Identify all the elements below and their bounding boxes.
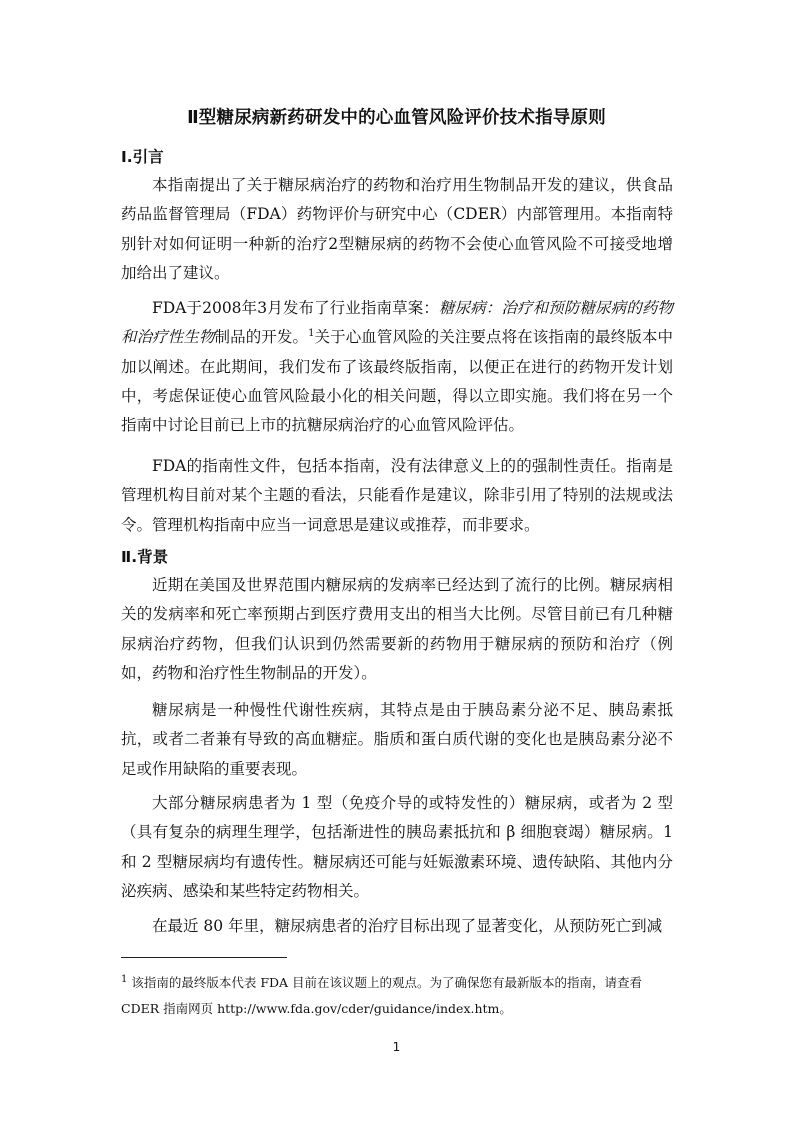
footnote-reference: 1	[308, 328, 315, 340]
paragraph-2-lead: FDA于2008年3月发布了行业指南草案：	[152, 299, 439, 317]
document-title: Ⅱ型糖尿病新药研发中的心血管风险评价技术指导原则	[187, 108, 606, 128]
footnote-divider	[121, 957, 287, 958]
footnote-mark: 1	[121, 973, 128, 985]
paragraph-3: FDA的指南性文件，包括本指南，没有法律意义上的的强制性责任。指南是管理机构目前对某个主题的看法，只能看作是建议，除非引用了特别的法规或法令。管理机构指南中应当一词意思是建议或推荐，而非要求。	[121, 457, 673, 534]
paragraph-4: 近期在美国及世界范围内糖尿病的发病率已经达到了流行的比例。糖尿病相关的发病率和死亡率预期占到医疗费用支出的相当大比例。尽管目前已有几种糖尿病治疗药物，但我们认识到仍然需要新的药物用于糖尿病的预防和治疗（例如，药物和治疗性生物制品的开发）。	[121, 576, 673, 682]
paragraph-2-rest: 关于心血管风险的关注要点将在该指南的最终版本中加以阐述。在此期间，我们发布了该最终版指南，以便正在进行的药物开发计划中，考虑保证使心血管风险最小化的相关问题，得以立即实施。我们将在另一个指南中讨论目前已上市的抗糖尿病治疗的心血管风险评估。	[121, 328, 673, 435]
footnote-text: 该指南的最终版本代表 FDA 目前在该议题上的观点。为了确保您有最新版本的指南，请查看 CDER 指南网页 http://www.fda.gov/cder/guidance/index.htm。	[121, 975, 643, 1016]
paragraph-2	[121, 294, 673, 440]
paragraph-5: 糖尿病是一种慢性代谢性疾病，其特点是由于胰岛素分泌不足、胰岛素抵抗，或者二者兼有导致的高血糖症。脂质和蛋白质代谢的变化也是胰岛素分泌不足或作用缺陷的重要表现。	[121, 701, 673, 778]
section-heading-background: Ⅱ.背景	[121, 548, 169, 566]
section-heading-introduction: Ⅰ.引言	[121, 148, 164, 166]
draft-guidance-title: 糖尿病：治疗和预防糖尿病的药物和治疗性生物	[121, 299, 673, 347]
paragraph-2-after-title: 制品的开发。	[214, 328, 309, 347]
paragraph-7: 在最近 80 年里，糖尿病患者的治疗目标出现了显著变化，从预防死亡到减	[152, 917, 663, 935]
page-number: 1	[392, 1040, 401, 1054]
paragraph-6: 大部分糖尿病患者为 1 型（免疫介导的或特发性的）糖尿病，或者为 2 型（具有复杂的病理生理学，包括渐进性的胰岛素抵抗和 β 细胞衰竭）糖尿病。1 和 2 型糖尿病均有遗传性。糖尿病还可能与妊娠激素环境、遗传缺陷、其他内分泌疾病、感染和某些特定药物相关。	[121, 794, 673, 900]
footnote	[121, 970, 673, 1022]
paragraph-1: 本指南提出了关于糖尿病治疗的药物和治疗用生物制品开发的建议，供食品药品监督管理局（FDA）药物评价与研究中心（CDER）内部管理用。本指南特别针对如何证明一种新的治疗2型糖尿病的药物不会使心血管风险不可接受地增加给出了建议。	[121, 176, 673, 282]
